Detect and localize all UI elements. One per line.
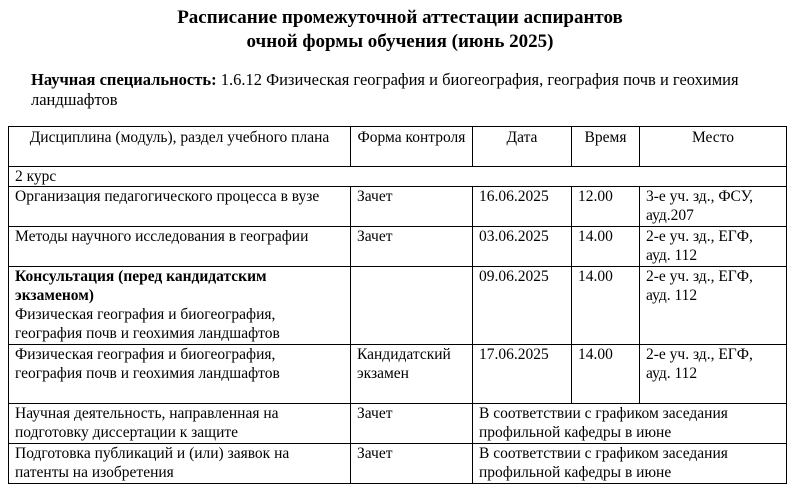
cell-discipline: Научная деятельность, направленная на подготовку диссертации к защите — [9, 404, 351, 444]
header-place: Место — [640, 127, 787, 167]
cell-discipline: Методы научного исследования в географии — [9, 227, 351, 267]
cell-date: 16.06.2025 — [473, 187, 572, 227]
cell-discipline: Подготовка публикаций и (или) заявок на патенты на изобретения — [9, 444, 351, 484]
consultation-label: Консультация (перед кандидатским экзаменом) — [15, 268, 267, 304]
specialty-label: Научная специальность: — [31, 70, 217, 89]
table-row — [9, 444, 787, 484]
cell-place: 2-е уч. зд., ЕГФ, ауд. 112 — [640, 267, 787, 345]
specialty-block — [31, 70, 771, 110]
cell-place: 3-е уч. зд., ФСУ, ауд.207 — [640, 187, 787, 227]
cell-time: 12.00 — [572, 187, 640, 227]
title-line-1: Расписание промежуточной аттестации аспирантов — [177, 7, 623, 28]
cell-form: Зачет — [351, 404, 473, 444]
cell-discipline — [9, 267, 351, 345]
cell-date: 17.06.2025 — [473, 345, 572, 404]
header-time: Время — [572, 127, 640, 167]
cell-place: 2-е уч. зд., ЕГФ, ауд. 112 — [640, 345, 787, 404]
cell-time: 14.00 — [572, 267, 640, 345]
header-form: Форма контроля — [351, 127, 473, 167]
cell-date: 03.06.2025 — [473, 227, 572, 267]
course-label: 2 курс — [9, 167, 787, 187]
cell-discipline: Физическая география и биогеография, география почв и геохимия ландшафтов — [9, 345, 351, 404]
cell-form: Зачет — [351, 444, 473, 484]
header-date: Дата — [473, 127, 572, 167]
schedule-table — [8, 126, 787, 484]
cell-form: Зачет — [351, 227, 473, 267]
table-row — [9, 187, 787, 227]
cell-place: 2-е уч. зд., ЕГФ, ауд. 112 — [640, 227, 787, 267]
title-line-2: очной формы обучения (июнь 2025) — [246, 31, 554, 52]
specialty-value: 1.6.12 Физическая география и биогеография, география почв и геохимия ландшафтов — [31, 70, 739, 109]
course-row — [9, 167, 787, 187]
table-row — [9, 404, 787, 444]
table-header-row — [9, 127, 787, 167]
consultation-subject: Физическая география и биогеография, география почв и геохимия ландшафтов — [15, 306, 280, 342]
page-title — [0, 6, 800, 54]
cell-form: Зачет — [351, 187, 473, 227]
table-row — [9, 227, 787, 267]
table-row — [9, 267, 787, 345]
header-discipline: Дисциплина (модуль), раздел учебного плана — [9, 127, 351, 167]
table-row — [9, 345, 787, 404]
cell-form — [351, 267, 473, 345]
cell-date: 09.06.2025 — [473, 267, 572, 345]
cell-schedule-note: В соответствии с графиком заседания профильной кафедры в июне — [473, 404, 787, 444]
cell-schedule-note: В соответствии с графиком заседания профильной кафедры в июне — [473, 444, 787, 484]
cell-time: 14.00 — [572, 227, 640, 267]
cell-discipline: Организация педагогического процесса в вузе — [9, 187, 351, 227]
cell-time: 14.00 — [572, 345, 640, 404]
cell-form: Кандидатский экзамен — [351, 345, 473, 404]
